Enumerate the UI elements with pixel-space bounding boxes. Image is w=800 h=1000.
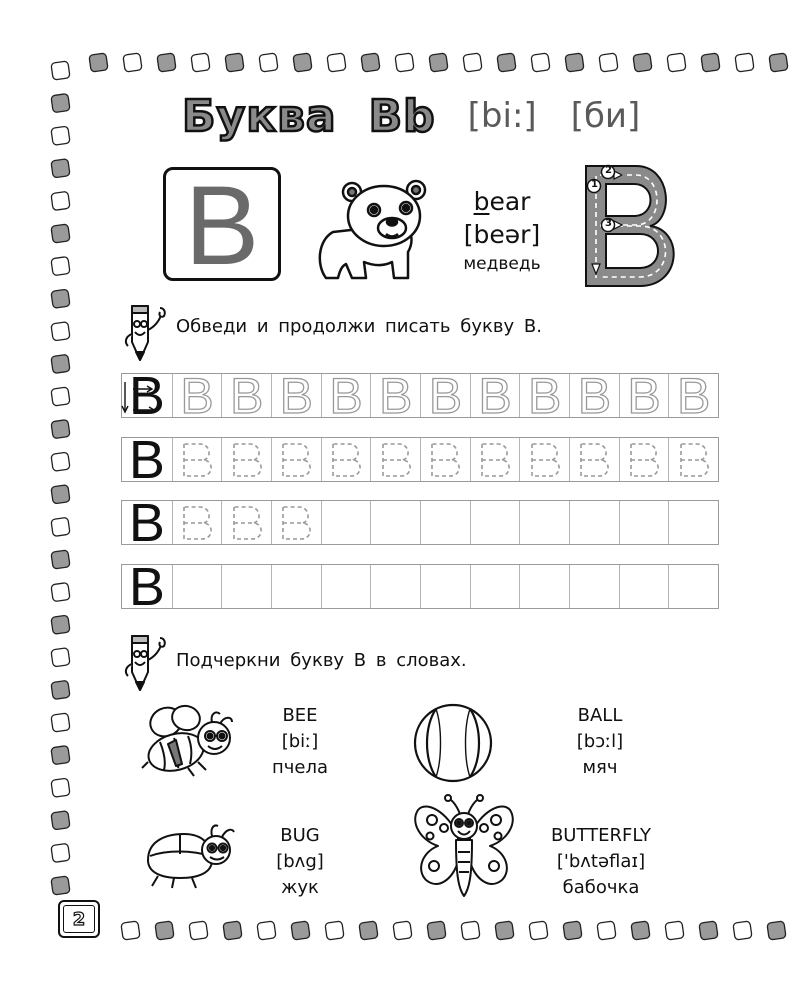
border-square-left [51,713,70,732]
border-square-bottom [529,921,548,940]
border-square-bottom [291,921,310,940]
word-butterfly-block [532,823,670,901]
border-square-left [51,485,70,504]
bee-icon [138,700,242,782]
tracing-dashed-letter [470,438,520,481]
border-square-bottom [563,921,582,940]
border-square-top [225,53,244,72]
border-square-top [599,53,618,72]
tracing-dashed-letter [221,438,271,481]
border-square-bottom [665,921,684,940]
border-square-bottom [359,921,378,940]
border-square-top [327,53,346,72]
hero-word [442,186,562,218]
border-square-left [51,452,70,471]
border-square-left [51,256,70,275]
tracing-dashed-letter [172,438,222,481]
border-square-top [769,53,788,72]
border-square-bottom [631,921,650,940]
word-bee: BEE [282,705,318,726]
border-square-bottom [767,921,786,940]
stroke-number-1: 1 [591,179,598,190]
border-square-top [89,53,108,72]
border-square-left [51,289,70,308]
border-square-left [51,61,70,80]
stroke-number-3: 3 [605,218,612,229]
border-square-bottom [699,921,718,940]
tracing-sample-letter: B [128,492,165,553]
border-square-bottom [257,921,276,940]
word-ball: BALL [577,705,623,726]
tracing-dashed-letter [271,501,321,544]
border-square-top [157,53,176,72]
border-square-bottom [325,921,344,940]
word-butterfly: BUTTERFLY [550,825,652,846]
tracing-dashed-letter [172,501,222,544]
border-square-bottom [597,921,616,940]
tracing-outline-letter: B [569,374,619,417]
word-butterfly-transcription: ['bʌtəflaɪ] [556,851,646,872]
border-square-bottom [223,921,242,940]
tracing-dashed-letter [271,438,321,481]
page-title [182,88,640,144]
title-word: Буква [182,90,337,142]
border-square-top [701,53,720,72]
border-square-left [51,93,70,112]
border-square-left [51,517,70,536]
tracing-empty-cell [370,565,420,608]
word-bug: BUG [280,825,320,846]
tracing-outline-letter: B [321,374,371,417]
word-butterfly-translation: бабочка [562,877,640,898]
hero-transcription: [beər] [463,220,541,249]
tracing-sample-letter: B [128,365,165,426]
tracing-row-2 [121,429,719,490]
tracing-sample-letter: B [128,429,165,490]
border-square-left [51,419,70,438]
tracing-empty-cell [321,565,371,608]
border-square-left [51,224,70,243]
border-square-bottom [155,921,174,940]
border-square-top [123,53,142,72]
big-letter: B [184,163,260,288]
tracing-direction-arrows [119,374,169,418]
tracing-outline-letter: B [370,374,420,417]
word-ball-translation: мяч [582,757,618,778]
tracing-empty-cell [619,565,669,608]
border-square-bottom [733,921,752,940]
butterfly-icon [408,792,520,904]
border-square-top [633,53,652,72]
tracing-empty-cell [321,501,371,544]
word-bug-transcription: [bʌg] [276,851,324,872]
border-square-bottom [427,921,446,940]
tracing-empty-cell [370,501,420,544]
border-square-left [51,648,70,667]
border-square-top [293,53,312,72]
instruction-trace: Обведи и продолжи писать букву B. [176,316,542,337]
border-square-top [735,53,754,72]
tracing-dashed-letter [668,438,718,481]
border-square-top [463,53,482,72]
title-letters: Bb [368,90,436,142]
tracing-empty-cell [668,501,718,544]
border-square-top [429,53,448,72]
tracing-outline-letter: B [668,374,718,417]
hero-translation: медведь [463,254,541,274]
pencil-mascot-icon [120,300,172,364]
tracing-outline-letter: B [221,374,271,417]
tracing-empty-cell [569,501,619,544]
tracing-empty-cell [420,501,470,544]
page-number: 2 [72,908,86,930]
border-square-left [51,843,70,862]
tracing-dashed-letter [321,438,371,481]
border-square-left [51,680,70,699]
border-square-left [51,126,70,145]
tracing-dashed-letter [519,438,569,481]
border-square-left [51,322,70,341]
border-square-left [51,778,70,797]
border-square-left [51,811,70,830]
border-square-left [51,615,70,634]
tracing-empty-cell [420,565,470,608]
tracing-empty-cell [470,501,520,544]
tracing-outline-letter: B [470,374,520,417]
tracing-dashed-letter [619,438,669,481]
word-bee-translation: пчела [271,757,328,778]
border-square-bottom [189,921,208,940]
word-bee-transcription: [biː] [281,731,319,752]
tracing-empty-cell [619,501,669,544]
border-square-bottom [121,921,140,940]
page-number-box [58,900,100,938]
hero-word-block [442,186,562,276]
border-square-top [667,53,686,72]
tracing-dashed-letter [420,438,470,481]
tracing-empty-cell [519,501,569,544]
tracing-outline-letter: B [172,374,222,417]
tracing-dashed-letter [370,438,420,481]
tracing-row-4 [121,556,719,617]
instruction-underline: Подчеркни букву B в словах. [176,650,467,671]
word-bug-block [248,823,352,901]
title-transcription-en: [bi:] [467,96,537,136]
border-square-bottom [393,921,412,940]
hero-word-rest: ear [489,187,531,216]
border-square-top [191,53,210,72]
word-ball-block [548,703,652,781]
tracing-empty-cell [470,565,520,608]
border-square-left [51,745,70,764]
tracing-empty-cell [519,565,569,608]
tracing-dashed-letter [221,501,271,544]
tracing-dashed-letter [569,438,619,481]
tracing-outline-letter: B [519,374,569,417]
border-square-top [259,53,278,72]
ball-icon [412,702,494,784]
border-square-left [51,191,70,210]
tracing-empty-cell [172,565,222,608]
bear-icon [308,170,436,288]
tracing-empty-cell [221,565,271,608]
border-square-top [395,53,414,72]
tracing-empty-cell [569,565,619,608]
border-square-bottom [461,921,480,940]
big-letter-box [163,163,281,288]
border-square-top [565,53,584,72]
border-square-left [51,387,70,406]
border-square-left [51,582,70,601]
word-bug-translation: жук [281,877,319,898]
title-transcription-ru: [би] [570,96,641,136]
border-square-top [497,53,516,72]
border-square-left [51,159,70,178]
tracing-empty-cell [668,565,718,608]
hero-word-first-letter: b [473,187,490,216]
word-bee-block [248,703,352,781]
tracing-outline-letter: B [619,374,669,417]
border-square-bottom [495,921,514,940]
tracing-row-3 [121,492,719,553]
tracing-sample-letter: B [128,556,165,617]
stroke-number-2: 2 [605,165,612,176]
border-square-top [361,53,380,72]
border-square-top [531,53,550,72]
border-square-left [51,354,70,373]
border-square-left [51,876,70,895]
tracing-row-1 [121,365,719,426]
tracing-outline-letter: B [420,374,470,417]
border-square-left [51,550,70,569]
tracing-empty-cell [271,565,321,608]
tracing-outline-letter: B [271,374,321,417]
bug-icon [140,820,240,892]
pencil-mascot-icon-2 [120,630,172,694]
word-ball-transcription: [bɔːl] [576,731,624,752]
